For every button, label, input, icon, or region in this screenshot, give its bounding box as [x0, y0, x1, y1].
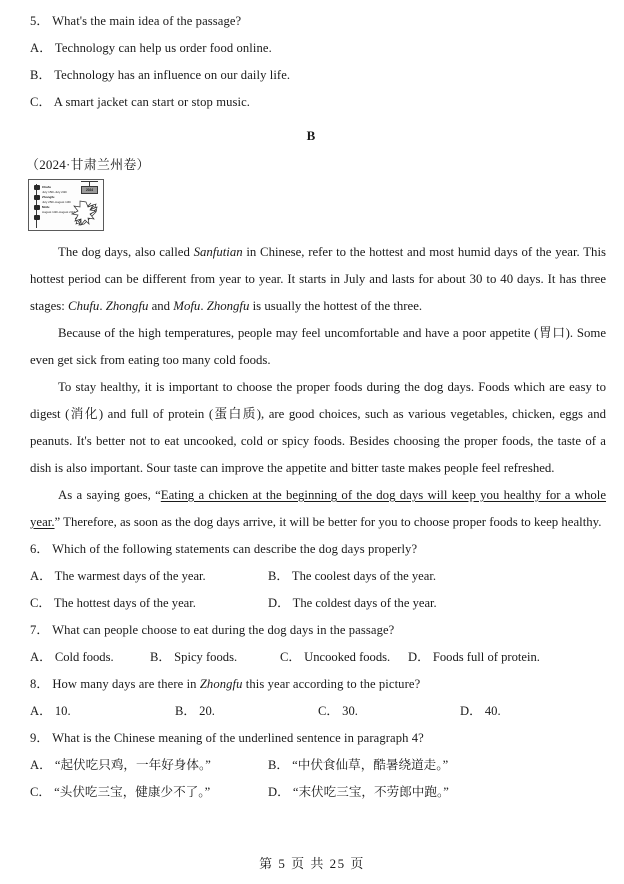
option-label: D．	[408, 650, 430, 664]
text-run: To stay healthy, it is important to choose the proper foods during the dog days. Foods which are easy to digest (	[30, 380, 606, 421]
option-text: Foods full of protein.	[432, 650, 540, 664]
signboard-year-label: 2024	[85, 188, 94, 192]
question-5-number: 5．	[30, 14, 50, 28]
question-5-option-c[interactable]	[0, 89, 624, 116]
underlined-sentence: Eating a chicken at the beginning of the dog days will keep you healthy for a whole year.	[30, 488, 607, 529]
timeline-node-icon	[34, 195, 40, 200]
text-run: ). Some even get sick from eating too many cold foods.	[30, 326, 606, 367]
option-text: The coldest days of the year.	[292, 596, 437, 610]
italic-term: Zhongfu	[199, 677, 243, 691]
option-label: B．	[175, 704, 196, 718]
option-label: B．	[268, 569, 289, 583]
timeline-node-icon	[34, 205, 40, 210]
text-run: Because of the high temperatures, people may feel uncomfortable and have a poor appetite (	[58, 326, 539, 340]
option-label: C．	[30, 95, 52, 109]
question-7-stem	[0, 617, 624, 644]
option-text: Technology can help us order food online.	[54, 41, 272, 55]
question-7-option-d[interactable]	[408, 644, 548, 671]
question-5-option-a[interactable]	[0, 35, 624, 62]
option-text: The coolest days of the year.	[291, 569, 436, 583]
option-label: D．	[460, 704, 482, 718]
question-8-number: 8．	[30, 677, 50, 691]
text-run: ” Therefore, as soon as the dog days arrive, it will be better for you to choose proper foods to keep healthy.	[54, 515, 602, 529]
option-label: C．	[30, 596, 51, 610]
question-9-options-row-2	[0, 779, 624, 806]
top-spacer	[0, 0, 624, 8]
option-label: A．	[30, 704, 52, 718]
question-6-number: 6．	[30, 542, 50, 556]
chinese-gloss: 蛋白质	[213, 407, 257, 421]
option-label: C．	[318, 704, 339, 718]
option-label: D．	[268, 596, 290, 610]
figure-stage-name: Mofu	[42, 205, 50, 209]
question-9-option-b[interactable]	[268, 752, 528, 779]
option-text: The hottest days of the year.	[53, 596, 196, 610]
italic-term: Chufu	[68, 299, 100, 313]
text-run: .	[200, 299, 207, 313]
signboard-year	[81, 186, 98, 194]
text-run: .	[99, 299, 106, 313]
question-9-stem	[0, 725, 624, 752]
figure-container	[0, 173, 624, 231]
italic-term: Mofu	[173, 299, 201, 313]
option-label: B．	[150, 650, 171, 664]
question-6-option-d[interactable]	[268, 590, 508, 617]
page-footer: 第 5 页 共 25 页	[259, 856, 365, 871]
question-9-text: What is the Chinese meaning of the underlined sentence in paragraph 4?	[52, 731, 424, 745]
option-label: A．	[30, 650, 52, 664]
option-label: A．	[30, 758, 52, 772]
option-text: The warmest days of the year.	[54, 569, 206, 583]
question-7-option-b[interactable]	[150, 644, 280, 671]
passage-paragraph-1	[0, 239, 624, 320]
italic-term: Sanfutian	[193, 245, 243, 259]
option-label: C．	[30, 785, 51, 799]
text-run: ) and full of protein (	[98, 407, 214, 421]
option-text: “头伏吃三宝，健康少不了。”	[54, 785, 211, 799]
question-9-option-d[interactable]	[268, 779, 528, 806]
text-run: ), are good choices, such as various vegetables, chicken, eggs and peanuts. It's better not to eat uncooked, cold or spicy foods. Besides choosing the proper foods, the taste of a dish is also important. Sour taste can improve the appetite and bitter taste makes people feel refreshed.	[30, 407, 607, 475]
question-8-option-a[interactable]	[30, 698, 175, 725]
chinese-gloss: 胃口	[538, 326, 566, 340]
option-text: 10.	[54, 704, 71, 718]
question-6-text: Which of the following statements can describe the dog days properly?	[52, 542, 418, 556]
figure-stage-dates: July 25th-August 13th	[42, 200, 72, 204]
option-text: A smart jacket can start or stop music.	[53, 95, 251, 109]
option-label: C．	[280, 650, 301, 664]
question-7-option-a[interactable]	[30, 644, 150, 671]
text-run: and	[148, 299, 174, 313]
question-8-stem	[0, 671, 624, 698]
dog-days-timeline-picture	[28, 179, 104, 231]
exam-source-label: （2024·甘肃兰州卷）	[26, 157, 150, 172]
question-8-text-part-1: How many days are there in	[52, 677, 200, 691]
chinese-gloss: 消化	[69, 407, 99, 421]
option-text: Technology has an influence on our daily life.	[54, 68, 291, 82]
option-label: B．	[30, 68, 52, 82]
question-5-text: What's the main idea of the passage?	[52, 14, 242, 28]
figure-stage-dates: August 14th-August 23rd	[42, 210, 76, 214]
option-text: 40.	[484, 704, 501, 718]
option-text: 20.	[199, 704, 215, 718]
option-text: 30.	[342, 704, 358, 718]
question-9-option-c[interactable]	[30, 779, 268, 806]
figure-stage-name: Chufu	[42, 185, 51, 189]
question-7-options-row	[0, 644, 624, 671]
timeline-node-icon	[34, 215, 40, 220]
question-9-options-row-1	[0, 752, 624, 779]
option-label: D．	[268, 785, 290, 799]
italic-term: Zhongfu	[206, 299, 250, 313]
question-6-option-b[interactable]	[268, 563, 508, 590]
figure-stage-dates: July 15th-July 24th	[42, 190, 68, 194]
question-6-option-a[interactable]	[30, 563, 268, 590]
question-7-option-c[interactable]	[280, 644, 408, 671]
figure-bottom-spacer	[0, 231, 624, 239]
question-8-option-c[interactable]	[318, 698, 460, 725]
option-text: Uncooked foods.	[304, 650, 391, 664]
option-label: B．	[268, 758, 289, 772]
question-6-stem	[0, 536, 624, 563]
question-6-options-row-2	[0, 590, 624, 617]
question-8-options-row	[0, 698, 624, 725]
question-6-option-c[interactable]	[30, 590, 268, 617]
text-run: The dog days, also called	[58, 245, 194, 259]
option-label: A．	[30, 569, 52, 583]
section-letter-heading: B	[306, 128, 316, 143]
question-6-options-row-1	[0, 563, 624, 590]
figure-stage-name: Zhongfu	[42, 195, 55, 199]
question-8-option-d[interactable]	[460, 698, 580, 725]
option-text: Cold foods.	[54, 650, 114, 664]
passage-paragraph-4	[0, 482, 624, 536]
question-7-text: What can people choose to eat during the dog days in the passage?	[52, 623, 395, 637]
sun-burst-icon	[70, 198, 100, 228]
option-text: “起伏吃只鸡，一年好身体。”	[54, 758, 211, 772]
question-9-option-a[interactable]	[30, 752, 268, 779]
text-run: is usually the hottest of the three.	[249, 299, 423, 313]
italic-term: Zhongfu	[105, 299, 149, 313]
question-5-option-b[interactable]	[0, 62, 624, 89]
question-9-number: 9．	[30, 731, 50, 745]
question-8-text-part-2: this year according to the picture?	[242, 677, 421, 691]
text-run: As a saying goes, “	[58, 488, 161, 502]
question-8-option-b[interactable]	[175, 698, 318, 725]
timeline-node-icon	[34, 185, 40, 190]
option-text: “中伏食仙草，酷暑绕道走。”	[292, 758, 449, 772]
question-7-number: 7．	[30, 623, 50, 637]
option-text: Spicy foods.	[174, 650, 238, 664]
passage-paragraph-3	[0, 374, 624, 482]
option-label: A．	[30, 41, 52, 55]
text-run: in Chinese, refer to the hottest and most humid days of the year. This hottest period can be different from year to year. It starts in July and lasts for about 30 to 40 days. It has three stages:	[30, 245, 606, 313]
passage-paragraph-2	[0, 320, 624, 374]
question-5-stem	[0, 8, 624, 35]
option-text: “末伏吃三宝，不劳郎中跑。”	[292, 785, 449, 799]
